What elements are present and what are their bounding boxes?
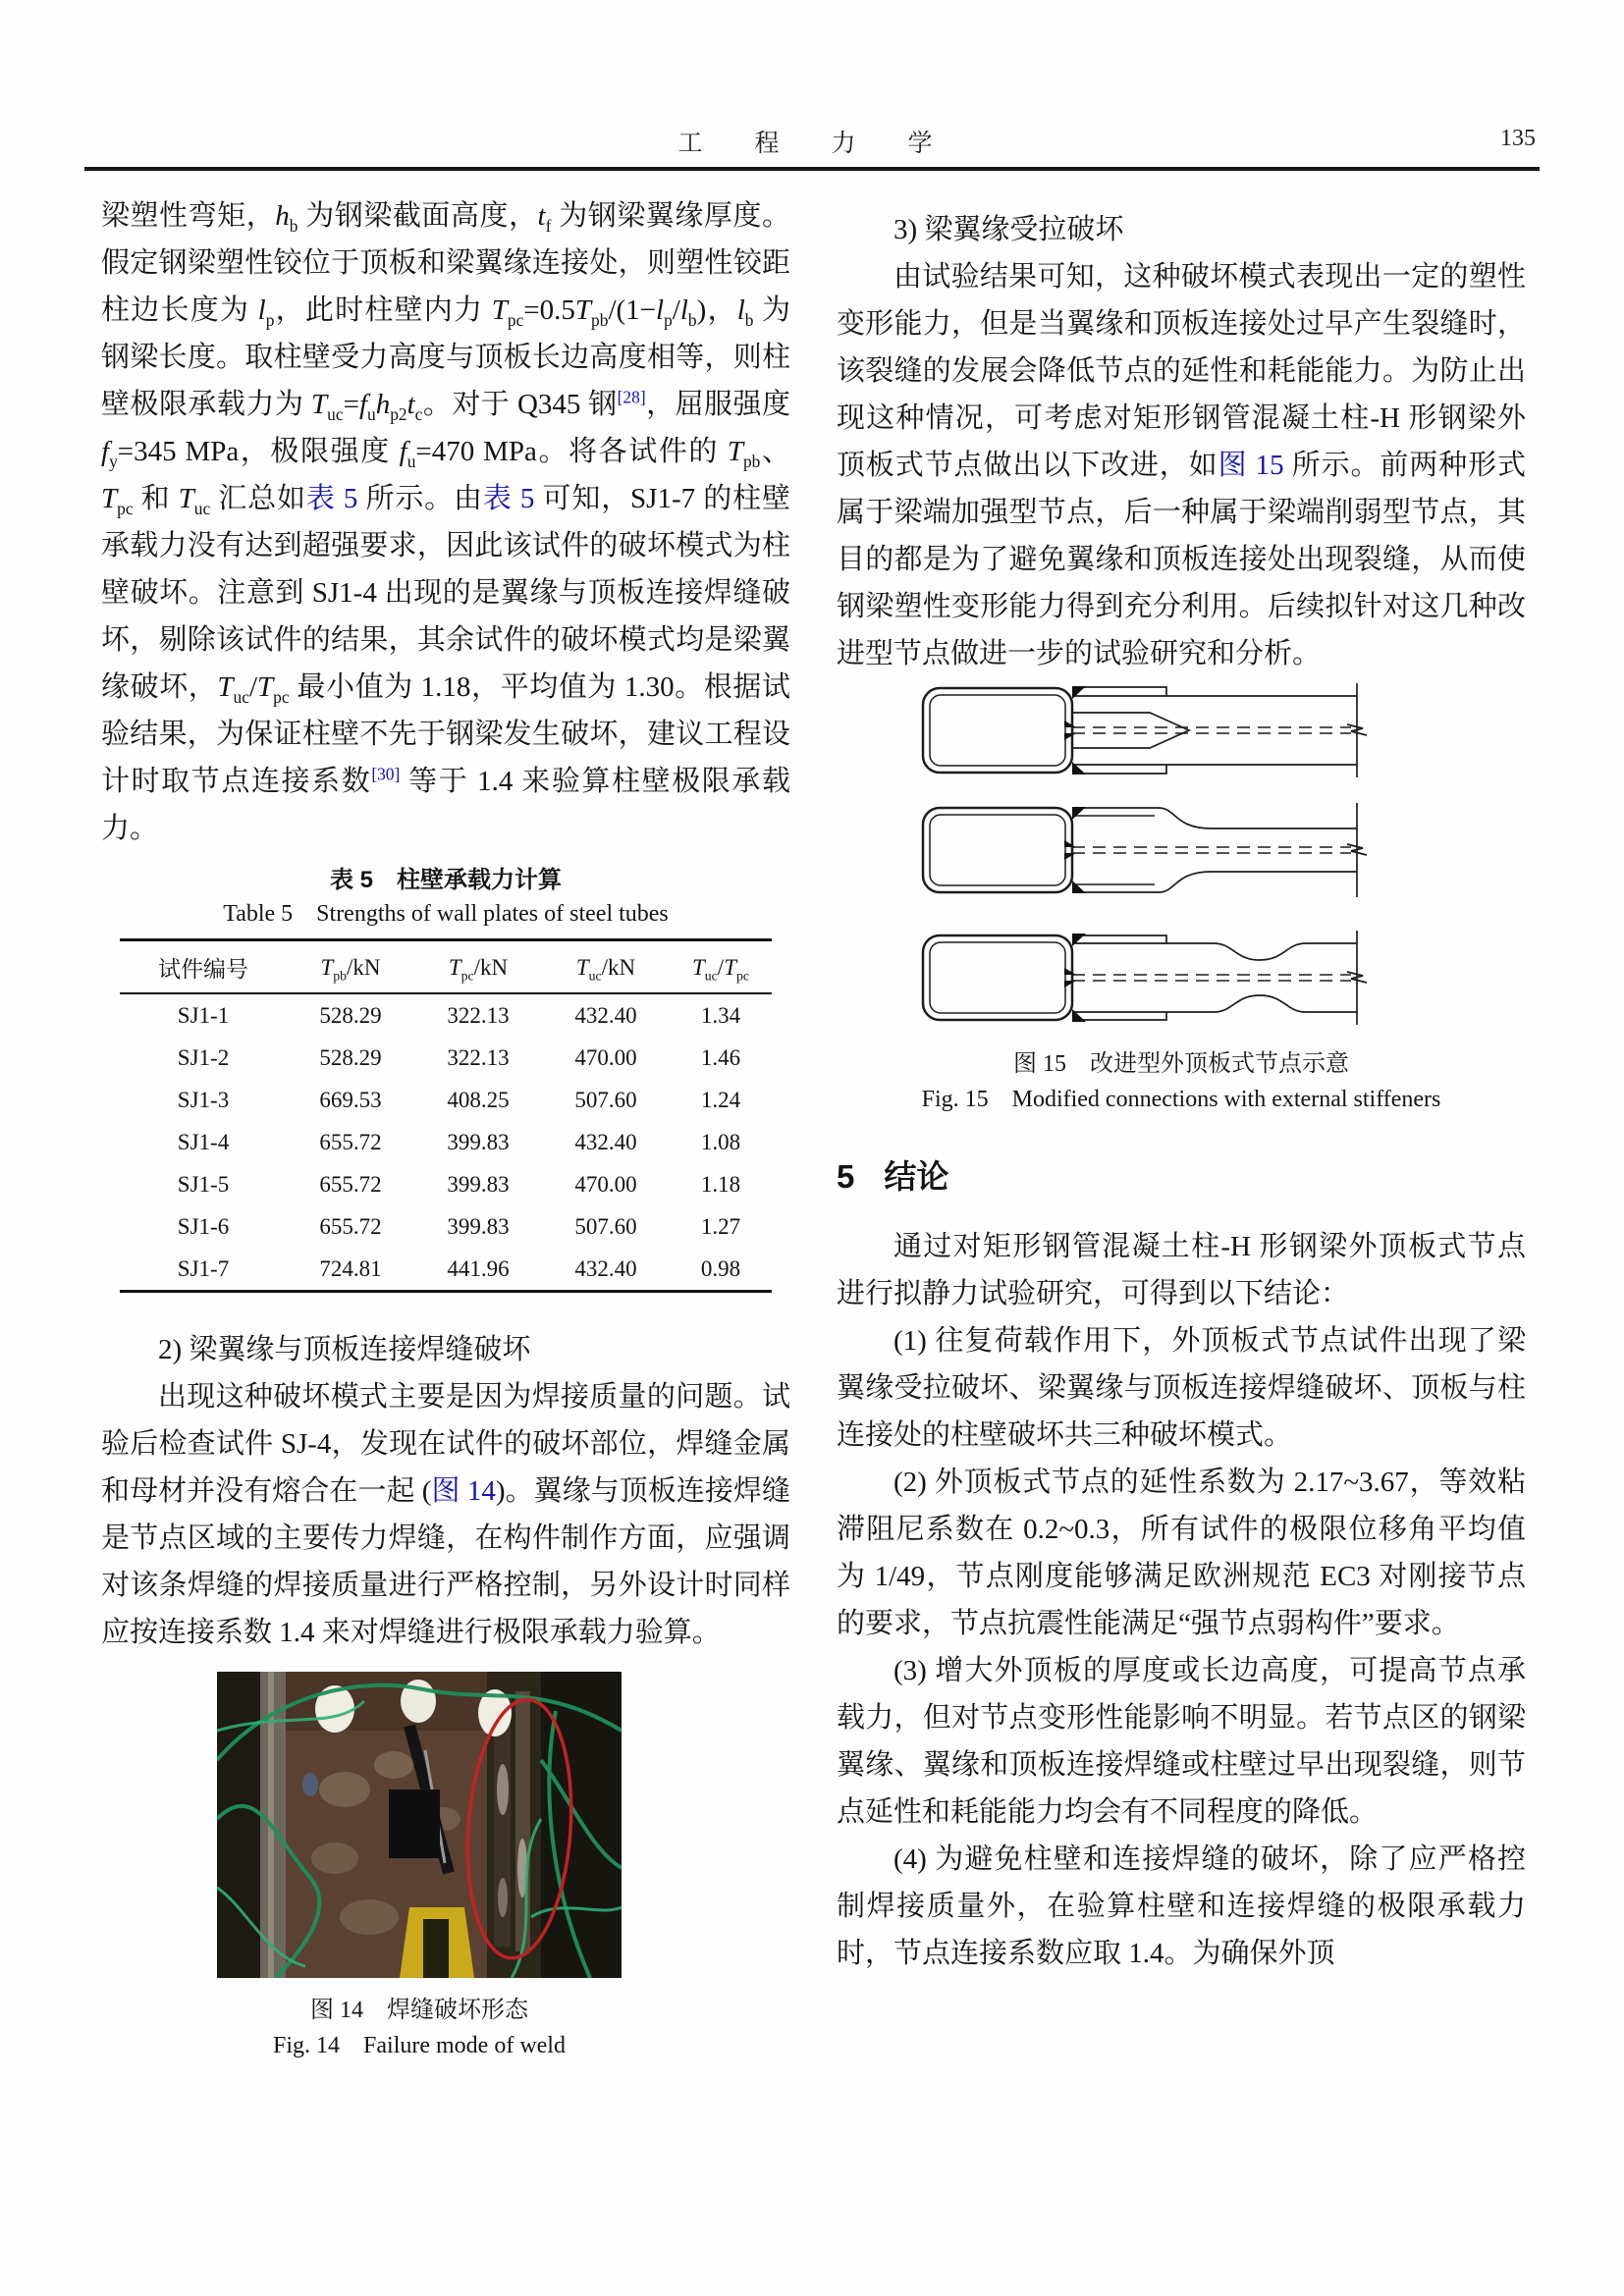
text-run: 所示。由 [357, 483, 483, 514]
text-run: 可知，SJ1-7 的柱壁承载力没有达到超强要求，因此该试件的破坏模式为柱壁破坏。注意到 SJ1-4 出现的是翼缘与顶板连接焊缝破坏，剔除该试件的结果，其余试件的破坏模式均是梁翼缘破坏， [101, 483, 790, 703]
text-run: pc [117, 498, 134, 518]
fig15-caption-en: Fig. 15 Modified connections with external stiffeners [921, 1087, 1441, 1112]
text-run: 最小值为 1.18，平均值为 1.30。根据试验结果，为保证柱壁不先于钢梁发生破坏，建议工程设计时取节点连接系数 [101, 671, 790, 797]
table-cell: 528.29 [319, 1045, 382, 1070]
table5-block [101, 864, 790, 1293]
text-run: 梁塑性弯矩， [101, 200, 276, 232]
ref-link[interactable]: [30] [371, 764, 401, 784]
text-run: l [736, 294, 745, 326]
table-cell: SJ1-5 [177, 1172, 230, 1197]
text-run: /kN [347, 954, 381, 980]
text-run: 和 [133, 483, 179, 514]
table-cell: 432.40 [574, 1003, 637, 1028]
table-cell: 441.96 [447, 1256, 510, 1281]
col-tpb [287, 940, 414, 994]
ref-link[interactable]: 图 15 [1218, 450, 1284, 481]
table5-title-zh: 表 5 柱壁承载力计算 [329, 867, 562, 893]
text-run: 为钢梁长度。取柱壁受力高度与顶板长边高度相等，则柱壁极限承载力为 [101, 294, 790, 420]
fig15-diagram-dogbone [919, 931, 1390, 1025]
table-header-row [120, 940, 772, 994]
figure14 [217, 1672, 622, 2063]
page-number: 135 [1500, 126, 1536, 151]
table-cell: 399.83 [447, 1130, 510, 1154]
fig15-caption-zh: 图 15 改进型外顶板式节点示意 [1013, 1051, 1349, 1077]
text-run: 、 [760, 436, 790, 467]
ref-link[interactable]: 图 14 [431, 1475, 496, 1507]
table-cell: SJ1-7 [177, 1256, 230, 1281]
fig14-caption-zh: 图 14 焊缝破坏形态 [310, 1998, 528, 2023]
table-cell: 507.60 [574, 1088, 637, 1112]
heading-flange-tension: 3) 梁翼缘受拉破坏 [893, 214, 1124, 245]
text-run: T [101, 483, 118, 514]
table-row [120, 1205, 772, 1248]
text-run: =345 MPa，极限强度 [117, 436, 400, 467]
text-run: 试件编号 [158, 957, 248, 982]
para-conclusion-intro: 通过对矩形钢管混凝土柱-H 形钢梁外顶板式节点进行拟静力试验研究，可得到以下结论： [837, 1231, 1526, 1309]
text-run: u [367, 403, 376, 424]
table5 [120, 938, 772, 1293]
col-tuc [542, 940, 670, 994]
fig15-diagram-stiffener [919, 683, 1390, 777]
table-cell: 399.83 [447, 1172, 510, 1197]
text-run: uc [193, 498, 211, 518]
table-cell: 1.46 [700, 1045, 741, 1070]
table-cell: SJ1-1 [177, 1003, 230, 1028]
text-run: uc [704, 968, 718, 984]
table-row [120, 1121, 772, 1163]
para-conclusion-2: (2) 外顶板式节点的延性系数为 2.17~3.67，等效粘滞阻尼系数在 0.2~0.3，所有试件的极限位移角平均值为 1/49，节点刚度能够满足欧洲规范 EC3 对刚接节点的要求，节点抗震性能满足“强节点弱构件”要求。 [837, 1467, 1526, 1639]
table-row [120, 1248, 772, 1292]
text-run: T [491, 294, 508, 326]
fig14-photo [217, 1672, 622, 1978]
para-conclusion-1: (1) 往复荷载作用下，外顶板式节点试件出现了梁翼缘受拉破坏、梁翼缘与顶板连接焊缝破坏、顶板与柱连接处的柱壁破坏共三种破坏模式。 [837, 1325, 1526, 1451]
left-column [101, 192, 790, 2063]
table-cell: 724.81 [319, 1256, 382, 1281]
section5-title: 结论 [884, 1158, 949, 1195]
col-ratio [670, 940, 772, 994]
table-cell: SJ1-2 [177, 1045, 230, 1070]
text-run: 汇总如 [210, 483, 306, 514]
text-run: T [727, 436, 743, 467]
text-run: T [691, 954, 705, 980]
text-run: t [406, 389, 415, 420]
text-run: b [289, 215, 298, 236]
table-cell: 432.40 [574, 1256, 637, 1281]
text-run: 所示。前两种形式属于梁端加强型节点，后一种属于梁端削弱型节点，其目的都是为了避免翼缘和顶板连接处出现裂缝，从而使钢梁塑性变形能力得到充分利用。后续拟针对这几种改进型节点做进一步的试验研究和分析。 [837, 450, 1526, 669]
text-run: f [358, 389, 367, 420]
para-weld-failure [101, 1373, 790, 1656]
text-run: f [399, 436, 407, 467]
text-run: ，此时柱壁内力 [274, 294, 492, 326]
journal-title: 工 程 力 学 [677, 131, 947, 157]
text-run: p [265, 309, 275, 330]
table-cell: 470.00 [574, 1172, 637, 1197]
text-run: u [406, 451, 416, 471]
text-run: T [575, 954, 589, 980]
text-run: / [248, 671, 258, 703]
table-row [120, 993, 772, 1037]
table-cell: 507.60 [574, 1214, 637, 1239]
text-run: l [656, 294, 665, 326]
text-run: 等于 1.4 来验算柱壁极限承载力。 [101, 766, 790, 844]
section5-number: 5 [837, 1158, 855, 1195]
table-cell: SJ1-6 [177, 1214, 230, 1239]
right-column [837, 192, 1526, 1977]
heading-weld-failure: 2) 梁翼缘与顶板连接焊缝破坏 [158, 1334, 531, 1365]
text-run: / [672, 294, 680, 326]
table-cell: 399.83 [447, 1214, 510, 1239]
text-run: / [717, 954, 725, 980]
para-conclusion-3: (3) 增大外顶板的厚度或长边高度，可提高节点承载力，但对节点变形性能影响不明显。若节点区的钢梁翼缘、翼缘和顶板连接焊缝或柱壁过早出现裂缝，则节点延性和耗能能力均会有不同程度的降低。 [837, 1655, 1526, 1828]
table-cell: 408.25 [447, 1088, 510, 1112]
table-cell: 669.53 [319, 1088, 382, 1112]
table-cell: SJ1-3 [177, 1088, 230, 1112]
text-run: b [687, 309, 697, 330]
text-run: uc [327, 403, 344, 424]
table-cell: 1.27 [700, 1214, 741, 1239]
text-run: /kN [473, 954, 509, 980]
text-run: pb [591, 309, 609, 330]
table-cell: 432.40 [574, 1130, 637, 1154]
table-cell: 322.13 [447, 1045, 510, 1070]
text-run: T [217, 671, 234, 703]
table-row [120, 1079, 772, 1121]
text-run: 出现这种破坏模式主要是因为焊接质量的问题。试验后检查试件 SJ-4，发现在试件的破坏部位，焊缝金属和母材并没有熔合在一起 ( [101, 1381, 790, 1507]
table-row [120, 1037, 772, 1079]
col-specimen [120, 940, 287, 994]
text-run: )。翼缘与顶板连接焊缝是节点区域的主要传力焊缝，在构件制作方面，应强调对该条焊缝的焊接质量进行严格控制，另外设计时同样应按连接系数 1.4 来对焊缝进行极限承载力验算。 [101, 1475, 790, 1648]
table-cell: 322.13 [447, 1003, 510, 1028]
text-run: )， [696, 294, 737, 326]
text-run: T [448, 954, 461, 980]
table-cell: 1.18 [700, 1172, 741, 1197]
table-cell: 528.29 [319, 1003, 382, 1028]
text-run: y [109, 451, 118, 471]
text-run: pc [507, 309, 524, 330]
text-run: b [744, 309, 754, 330]
ref-link[interactable]: [28] [617, 387, 646, 407]
table-cell: 0.98 [700, 1256, 741, 1281]
text-run: p2 [390, 403, 407, 424]
text-run: 为钢梁截面高度， [298, 200, 538, 232]
table-cell: SJ1-4 [177, 1130, 230, 1154]
text-run: T [178, 483, 194, 514]
table-cell: 655.72 [319, 1130, 382, 1154]
text-run: pb [333, 968, 348, 984]
text-run: uc [588, 968, 602, 984]
text-run: c [414, 403, 423, 424]
text-run: 。对于 Q345 钢 [422, 389, 618, 420]
table-cell: 1.24 [700, 1088, 741, 1112]
text-run: =0.5 [523, 294, 575, 326]
text-run: T [724, 954, 736, 980]
text-run: /kN [601, 954, 636, 980]
fig14-caption-en: Fig. 14 Failure mode of weld [273, 2033, 566, 2058]
text-run: f [101, 436, 110, 467]
figure15 [919, 683, 1390, 1025]
ref-link[interactable]: 表 5 [305, 483, 358, 514]
table-cell: 1.34 [700, 1003, 741, 1028]
text-run: T [574, 294, 592, 326]
text-run: pb [742, 451, 761, 471]
text-run: T [320, 954, 334, 980]
table-cell: 470.00 [574, 1045, 637, 1070]
table-row [120, 1163, 772, 1205]
para-wall-plate-strength [101, 192, 790, 852]
text-run: l [679, 294, 688, 326]
table5-title-en: Table 5 Strengths of wall plates of steel tubes [223, 901, 669, 927]
text-run: h [275, 200, 290, 232]
text-run: 由试验结果可知，这种破坏模式表现出一定的塑性变形能力，但是当翼缘和顶板连接处过早产生裂缝时，该裂缝的发展会降低节点的延性和耗能能力。为防止出现这种情况，可考虑对矩形钢管混凝土柱-H 形钢梁外顶板式节点做出以下改进，如 [837, 261, 1526, 481]
text-run: /(1− [608, 294, 657, 326]
section5-heading [837, 1154, 1526, 1200]
table-cell: 655.72 [319, 1172, 382, 1197]
col-tpc [414, 940, 542, 994]
fig15-captions [837, 1046, 1526, 1117]
table-cell: 655.72 [319, 1214, 382, 1239]
text-run: pc [273, 686, 290, 707]
text-run: T [257, 671, 274, 703]
text-run: = [343, 389, 359, 420]
text-run: uc [233, 686, 249, 707]
para-conclusion-4: (4) 为避免柱壁和连接焊缝的破坏，除了应严格控制焊接质量外，在验算柱壁和连接焊缝的极限承载力时，节点连接系数应取 1.4。为确保外顶 [837, 1843, 1526, 1969]
text-run: p [664, 309, 673, 330]
para-flange-tension [837, 253, 1526, 677]
text-run: f [545, 215, 552, 236]
ref-link[interactable]: 表 5 [482, 483, 535, 514]
table-cell: 1.08 [700, 1130, 741, 1154]
text-run: l [257, 294, 266, 326]
text-run: pc [735, 968, 750, 984]
text-run: h [375, 389, 391, 420]
text-run: t [537, 200, 546, 232]
text-run: =470 MPa。将各试件的 [415, 436, 728, 467]
text-run: pc [460, 968, 474, 984]
text-run: ，屈服强度 [645, 389, 790, 420]
text-run: 为钢梁翼缘厚度。假定钢梁塑性铰位于顶板和梁翼缘连接处，则塑性铰距柱边长度为 [101, 200, 790, 326]
header-rule [84, 167, 1540, 171]
text-run: T [311, 389, 328, 420]
fig15-diagram-haunch [919, 803, 1390, 897]
